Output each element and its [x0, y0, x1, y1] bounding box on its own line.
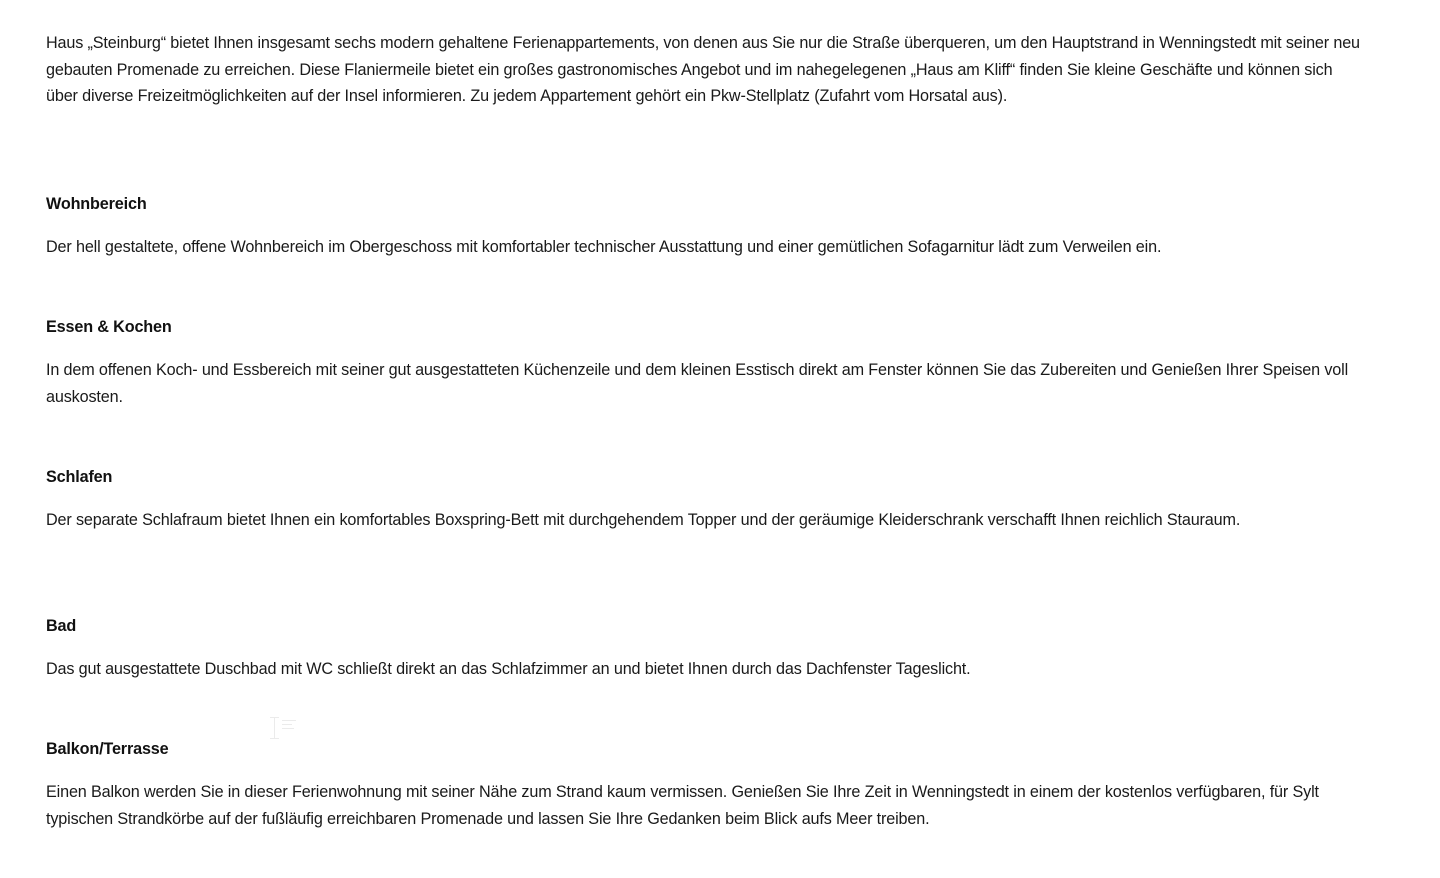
section-body: Das gut ausgestattete Duschbad mit WC schließt direkt an das Schlafzimmer an und bietet Ihnen durch das Dachfenster Tageslicht.	[46, 660, 971, 678]
intro-paragraph: Haus „Steinburg“ bietet Ihnen insgesamt sechs modern gehaltene Ferienappartements, von denen aus Sie nur die Straße überqueren, um den Hauptstrand in Wenningstedt mit seiner neu gebauten Promenade zu erreichen. Diese Flaniermeile bietet ein großes gastronomisches Angebot und im nahegelegenen „Haus am Kliff“ finden Sie kleine Geschäfte und können sich über diverse Freizeitmöglichkeiten auf der Insel informieren. Zu jedem Appartement gehört ein Pkw-Stellplatz (Zufahrt vom Horsatal aus).	[46, 34, 1360, 105]
section-body: Der hell gestaltete, offene Wohnbereich im Obergeschoss mit komfortabler technischer Ausstattung und einer gemütlichen Sofagarnitur lädt zum Verweilen ein.	[46, 238, 1162, 256]
section-title: Schlafen	[46, 468, 113, 486]
section-balkon-terrasse	[46, 738, 1366, 832]
text-cursor-icon	[268, 715, 302, 741]
section-body: In dem offenen Koch- und Essbereich mit seiner gut ausgestatteten Küchenzeile und dem kleinen Esstisch direkt am Fenster können Sie das Zubereiten und Genießen Ihrer Speisen voll auskosten.	[46, 361, 1349, 406]
section-title: Wohnbereich	[46, 195, 147, 213]
section-title: Bad	[46, 617, 77, 635]
section-title: Essen & Kochen	[46, 318, 172, 336]
section-wohnbereich	[46, 193, 1366, 261]
section-bad	[46, 615, 1366, 683]
section-essen-kochen	[46, 316, 1366, 410]
section-body: Einen Balkon werden Sie in dieser Ferienwohnung mit seiner Nähe zum Strand kaum vermissen. Genießen Sie Ihre Zeit in Wenningstedt in einem der kostenlos verfügbaren, für Sylt typischen Strandkörbe auf der fußläufig erreichbaren Promenade und lassen Sie Ihre Gedanken beim Blick aufs Meer treiben.	[46, 783, 1319, 828]
section-title: Balkon/Terrasse	[46, 740, 169, 758]
section-schlafen	[46, 466, 1366, 534]
section-body: Der separate Schlafraum bietet Ihnen ein komfortables Boxspring-Bett mit durchgehendem Topper und der geräumige Kleiderschrank verschafft Ihnen reichlich Stauraum.	[46, 511, 1241, 529]
intro-block	[46, 30, 1366, 110]
